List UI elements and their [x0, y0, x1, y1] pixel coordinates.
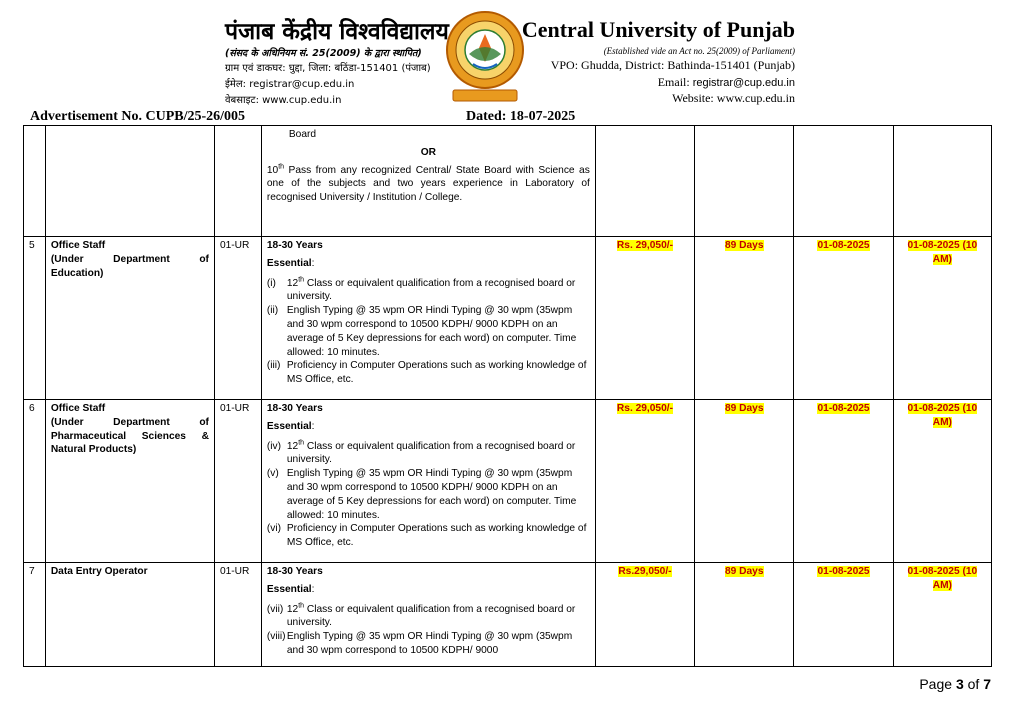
cell-qualification — [261, 126, 595, 237]
cell-qualification — [261, 237, 595, 400]
or-separator: OR — [420, 146, 436, 158]
cell-salary — [595, 237, 694, 400]
criterion-item — [267, 277, 590, 305]
interview-value: 01-08-2025 (10 AM) — [907, 240, 978, 265]
cell-interview — [893, 400, 991, 563]
date-value: 01-08-2025 — [817, 403, 870, 414]
salary-value: Rs.29,050/- — [618, 566, 672, 577]
age-limit: 18-30 Years — [266, 403, 323, 414]
cell-salary — [595, 563, 694, 667]
criterion-text: English Typing @ 35 wpm OR Hindi Typing @ 30 wpm (35wpm and 30 wpm correspond to 10500 KDPH/ 9000 — [286, 631, 573, 656]
essential-heading: Essential: — [266, 583, 315, 595]
post-name: Data Entry Operator — [50, 566, 148, 577]
date-value: 01-08-2025 — [817, 566, 870, 577]
criterion-text: English Typing @ 35 wpm OR Hindi Typing @ 30 wpm (35wpm and 30 wpm correspond to 10500 KDPH/ 9000 KDPH on an average of 5 Key depressions for each word) on computer. Time allowed: 10 minutes. — [286, 305, 577, 358]
essential-heading: Essential: — [266, 420, 315, 432]
age-limit: 18-30 Years — [266, 566, 323, 577]
table-row-continuation — [24, 126, 992, 237]
cell-date — [794, 563, 893, 667]
interview-value: 01-08-2025 (10 AM) — [907, 403, 978, 428]
hindi-university-title: पंजाब केंद्रीय विश्वविद्यालय — [225, 19, 449, 45]
board-line: Board — [288, 129, 317, 140]
website-label: Website: — [672, 91, 714, 105]
table-row — [24, 563, 992, 667]
post-name: Office Staff — [50, 240, 106, 251]
criterion-text: English Typing @ 35 wpm OR Hindi Typing @ 30 wpm (35wpm and 30 wpm correspond to 10500 KDPH/ 9000 KDPH on an average of 5 Key depressions for each word) on computer. Time allowed: 10 minutes. — [286, 468, 577, 521]
criterion-number: (i) — [266, 277, 276, 289]
university-logo — [445, 10, 525, 106]
criterion-text: Proficiency in Computer Operations such as working knowledge of MS Office, etc. — [286, 360, 587, 386]
email-value[interactable]: registrar@cup.edu.in — [692, 77, 795, 89]
criterion-number: (vi) — [266, 523, 282, 535]
criterion-number: (ii) — [266, 305, 279, 317]
cell-qualification — [261, 563, 595, 667]
cell-vacancy: 01-UR — [214, 563, 261, 667]
cell-vacancy — [214, 126, 261, 237]
table-row — [24, 400, 992, 563]
table-row — [24, 237, 992, 400]
criterion-item — [267, 603, 590, 631]
page-number: Page 3 of 7 — [919, 676, 991, 692]
cell-date — [794, 237, 893, 400]
cell-qualification — [261, 400, 595, 563]
cell-sno: 7 — [24, 563, 46, 667]
cell-duration — [695, 237, 794, 400]
cell-duration — [695, 563, 794, 667]
advertisement-number: Advertisement No. CUPB/25-26/005 — [30, 109, 246, 124]
english-website — [672, 91, 795, 106]
criterion-item — [267, 304, 590, 359]
recruitment-table — [23, 125, 992, 667]
criterion-number: (viii) — [266, 631, 286, 643]
cell-sno — [24, 126, 46, 237]
criterion-item — [267, 467, 590, 522]
criterion-number: (iv) — [266, 440, 282, 452]
essential-heading: Essential: — [266, 257, 315, 269]
criterion-item — [267, 522, 590, 550]
cell-vacancy: 01-UR — [214, 237, 261, 400]
post-name: Office Staff — [50, 403, 106, 414]
cell-sno: 5 — [24, 237, 46, 400]
hindi-website: वेबसाइट: www.cup.edu.in — [225, 95, 342, 106]
interview-value: 01-08-2025 (10 AM) — [907, 566, 978, 591]
criterion-item — [267, 630, 590, 658]
duration-value: 89 Days — [724, 240, 764, 251]
english-established-note: (Established vide an Act no. 25(2009) of Parliament) — [603, 46, 795, 56]
criterion-number: (vii) — [266, 603, 284, 615]
criterion-text: 12th Class or equivalent qualification from a recognised board or university. — [286, 276, 576, 303]
criterion-item — [267, 359, 590, 387]
criterion-text: 12th Class or equivalent qualification from a recognised board or university. — [286, 602, 576, 629]
age-limit: 18-30 Years — [266, 240, 323, 251]
cell-sno: 6 — [24, 400, 46, 563]
website-value[interactable]: www.cup.edu.in — [716, 91, 795, 105]
criterion-text: 12th Class or equivalent qualification from a recognised board or university. — [286, 439, 576, 466]
hindi-established-note: (संसद के अधिनियम सं. 25(2009) के द्वारा स्थापित) — [225, 48, 422, 59]
cell-interview — [893, 563, 991, 667]
hindi-email: ईमेल: registrar@cup.edu.in — [225, 79, 355, 90]
duration-value: 89 Days — [724, 566, 764, 577]
english-university-title: Central University of Punjab — [521, 17, 795, 42]
tenth-pass-criterion: 10th Pass from any recognized Central/ State Board with Science as one of the subjects and two years experience in Laboratory of recognised University / Institution / College. — [266, 163, 590, 204]
criterion-item — [267, 440, 590, 468]
criterion-number: (v) — [266, 468, 279, 480]
english-address: VPO: Ghudda, District: Bathinda-151401 (Punjab) — [550, 58, 795, 72]
cell-interview — [893, 126, 991, 237]
cell-date — [794, 126, 893, 237]
cell-duration — [695, 400, 794, 563]
criterion-number: (iii) — [266, 360, 281, 372]
cell-post — [45, 126, 214, 237]
cell-interview — [893, 237, 991, 400]
salary-value: Rs. 29,050/- — [616, 240, 673, 251]
post-department: (Under Department of Education) — [50, 253, 209, 279]
english-email — [658, 75, 795, 90]
salary-value: Rs. 29,050/- — [616, 403, 673, 414]
cell-vacancy: 01-UR — [214, 400, 261, 563]
cell-date — [794, 400, 893, 563]
duration-value: 89 Days — [724, 403, 764, 414]
cell-salary — [595, 400, 694, 563]
email-label: Email: — [657, 75, 690, 89]
cell-salary — [595, 126, 694, 237]
cell-duration — [695, 126, 794, 237]
cell-post — [45, 563, 214, 667]
date-value: 01-08-2025 — [817, 240, 870, 251]
hindi-address: ग्राम एवं डाकघर: घुद्दा, जिला: बठिंडा-151401 (पंजाब) — [225, 63, 431, 74]
criterion-text: Proficiency in Computer Operations such as working knowledge of MS Office, etc. — [286, 523, 587, 549]
cell-post — [45, 237, 214, 400]
post-department: (Under Department of Pharmaceutical Sciences & Natural Products) — [50, 416, 209, 456]
advertisement-date: Dated: 18-07-2025 — [466, 109, 576, 124]
cell-post — [45, 400, 214, 563]
